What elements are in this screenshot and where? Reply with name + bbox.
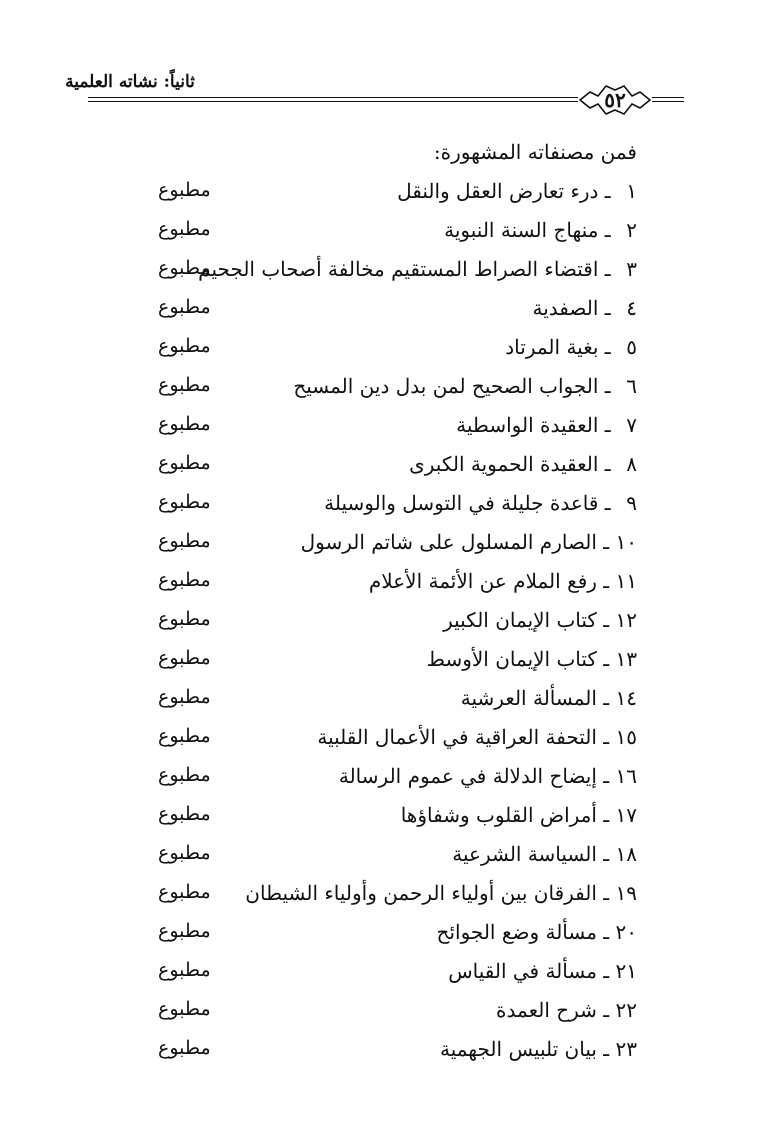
work-status: مطبوع bbox=[158, 959, 211, 981]
list-item bbox=[0, 643, 763, 682]
list-item bbox=[0, 955, 763, 994]
list-item bbox=[0, 448, 763, 487]
work-number: ٦ bbox=[626, 374, 637, 398]
work-number: ١٣ bbox=[615, 647, 637, 671]
work-title: كتاب الإيمان الأوسط bbox=[426, 647, 597, 671]
work-status: مطبوع bbox=[158, 920, 211, 942]
work-number: ١١ bbox=[615, 569, 637, 593]
work-separator: ـ bbox=[598, 218, 617, 242]
work-status: مطبوع bbox=[158, 998, 211, 1020]
work-status: مطبوع bbox=[158, 647, 211, 669]
list-item bbox=[0, 682, 763, 721]
work-status: مطبوع bbox=[158, 725, 211, 747]
work-title: الفرقان بين أولياء الرحمن وأولياء الشيطان bbox=[245, 881, 597, 905]
work-title: قاعدة جليلة في التوسل والوسيلة bbox=[324, 491, 599, 515]
list-item bbox=[0, 214, 763, 253]
work-title: شرح العمدة bbox=[496, 998, 597, 1022]
work-title: الجواب الصحيح لمن بدل دين المسيح bbox=[293, 374, 599, 398]
work-status: مطبوع bbox=[158, 881, 211, 903]
work-separator: ـ bbox=[596, 959, 616, 983]
list-item bbox=[0, 994, 763, 1033]
list-item bbox=[0, 487, 763, 526]
work-status: مطبوع bbox=[158, 764, 211, 786]
work-number: ١٦ bbox=[615, 764, 637, 788]
work-status: مطبوع bbox=[158, 413, 211, 435]
work-number: ٩ bbox=[626, 491, 637, 515]
work-status: مطبوع bbox=[158, 1037, 211, 1059]
work-separator: ـ bbox=[596, 569, 616, 593]
work-number: ١٢ bbox=[615, 608, 637, 632]
work-number: ٥ bbox=[626, 335, 637, 359]
list-item bbox=[0, 721, 763, 760]
list-item bbox=[0, 604, 763, 643]
work-separator: ـ bbox=[596, 1037, 616, 1061]
work-title: العقيدة الواسطية bbox=[456, 413, 599, 437]
list-item bbox=[0, 409, 763, 448]
list-item bbox=[0, 526, 763, 565]
work-title: بيان تلبيس الجهمية bbox=[439, 1037, 597, 1061]
work-status: مطبوع bbox=[158, 842, 211, 864]
work-title: المسألة العرشية bbox=[460, 686, 597, 710]
header-rule-right bbox=[652, 97, 684, 102]
work-separator: ـ bbox=[596, 647, 616, 671]
work-title: العقيدة الحموية الكبرى bbox=[409, 452, 599, 476]
work-title: بغية المرتاد bbox=[505, 335, 599, 359]
work-status: مطبوع bbox=[158, 335, 211, 357]
work-separator: ـ bbox=[598, 374, 617, 398]
work-number: ١٨ bbox=[615, 842, 637, 866]
list-item bbox=[0, 370, 763, 409]
work-status: مطبوع bbox=[158, 608, 211, 630]
list-item bbox=[0, 331, 763, 370]
list-item bbox=[0, 838, 763, 877]
work-number: ٤ bbox=[626, 296, 637, 320]
work-number: ٢ bbox=[626, 218, 637, 242]
work-title: إيضاح الدلالة في عموم الرسالة bbox=[338, 764, 597, 788]
work-number: ١٠ bbox=[615, 530, 637, 554]
work-separator: ـ bbox=[596, 686, 616, 710]
running-title: ثانياً: نشاته العلمية bbox=[65, 72, 195, 92]
work-title: الصارم المسلول على شاتم الرسول bbox=[300, 530, 597, 554]
work-separator: ـ bbox=[598, 491, 617, 515]
work-number: ٢٣ bbox=[615, 1037, 637, 1061]
work-separator: ـ bbox=[596, 998, 616, 1022]
work-status: مطبوع bbox=[158, 530, 211, 552]
work-separator: ـ bbox=[596, 842, 616, 866]
work-status: مطبوع bbox=[158, 569, 211, 591]
work-title: أمراض القلوب وشفاؤها bbox=[400, 803, 597, 827]
work-separator: ـ bbox=[598, 413, 617, 437]
list-item bbox=[0, 292, 763, 331]
list-item bbox=[0, 760, 763, 799]
work-separator: ـ bbox=[596, 920, 616, 944]
work-status: مطبوع bbox=[158, 296, 211, 318]
work-number: ٢١ bbox=[615, 959, 637, 983]
list-item bbox=[0, 1033, 763, 1072]
work-separator: ـ bbox=[598, 296, 617, 320]
work-title: درء تعارض العقل والنقل bbox=[397, 179, 599, 203]
header-rule-left bbox=[88, 97, 578, 102]
list-item bbox=[0, 565, 763, 604]
work-number: ٢٢ bbox=[615, 998, 637, 1022]
work-number: ٧ bbox=[626, 413, 637, 437]
work-separator: ـ bbox=[596, 725, 616, 749]
work-separator: ـ bbox=[598, 179, 617, 203]
work-separator: ـ bbox=[598, 452, 617, 476]
work-title: منهاج السنة النبوية bbox=[444, 218, 599, 242]
list-item bbox=[0, 175, 763, 214]
intro-line: فمن مصنفاته المشهورة: bbox=[433, 140, 637, 164]
page-number: ٥٢ bbox=[604, 88, 626, 112]
list-item bbox=[0, 253, 763, 292]
work-number: ١٩ bbox=[615, 881, 637, 905]
work-title: الصفدية bbox=[532, 296, 599, 320]
list-item bbox=[0, 877, 763, 916]
work-number: ١ bbox=[626, 179, 637, 203]
work-title: رفع الملام عن الأئمة الأعلام bbox=[368, 569, 597, 593]
work-status: مطبوع bbox=[158, 218, 211, 240]
work-title: كتاب الإيمان الكبير bbox=[443, 608, 597, 632]
work-title: مسألة في القياس bbox=[448, 959, 597, 983]
work-number: ١٧ bbox=[615, 803, 637, 827]
work-status: مطبوع bbox=[158, 374, 211, 396]
works-list bbox=[0, 175, 763, 1072]
work-title: اقتضاء الصراط المستقيم مخالفة أصحاب الجحيم bbox=[198, 257, 599, 281]
work-status: مطبوع bbox=[158, 452, 211, 474]
work-title: مسألة وضع الجوائح bbox=[436, 920, 597, 944]
work-separator: ـ bbox=[598, 257, 617, 281]
work-separator: ـ bbox=[596, 803, 616, 827]
work-separator: ـ bbox=[596, 608, 616, 632]
work-title: السياسة الشرعية bbox=[452, 842, 597, 866]
work-title: التحفة العراقية في الأعمال القلبية bbox=[317, 725, 597, 749]
work-number: ٨ bbox=[626, 452, 637, 476]
work-separator: ـ bbox=[596, 764, 616, 788]
work-number: ١٤ bbox=[615, 686, 637, 710]
work-number: ٣ bbox=[626, 257, 637, 281]
work-separator: ـ bbox=[598, 335, 617, 359]
work-separator: ـ bbox=[596, 881, 616, 905]
work-number: ١٥ bbox=[615, 725, 637, 749]
work-status: مطبوع bbox=[158, 686, 211, 708]
list-item bbox=[0, 916, 763, 955]
work-status: مطبوع bbox=[158, 491, 211, 513]
work-status: مطبوع bbox=[158, 179, 211, 201]
work-status: مطبوع bbox=[158, 803, 211, 825]
work-status: مطبوع bbox=[158, 257, 211, 279]
work-number: ٢٠ bbox=[615, 920, 637, 944]
list-item bbox=[0, 799, 763, 838]
work-separator: ـ bbox=[596, 530, 616, 554]
